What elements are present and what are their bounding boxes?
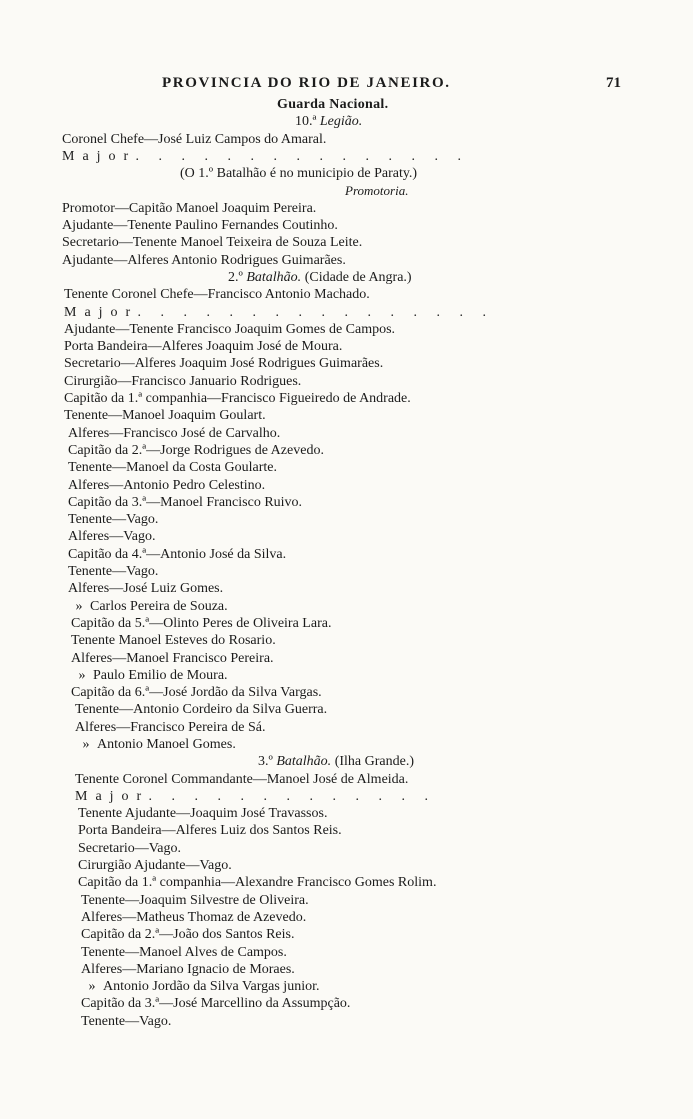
line-text: Guarda Nacional. xyxy=(277,97,389,112)
text-line xyxy=(0,650,693,667)
line-text: Tenente—Vago. xyxy=(68,512,159,528)
line-text: Capitão da 1.ª companhia—Alexandre Francisco Gomes Rolim. xyxy=(78,875,437,891)
ditto-mark: » xyxy=(82,736,90,752)
ditto-mark: » xyxy=(88,979,96,995)
line-text: 10.ª xyxy=(295,114,320,130)
line-text: Capitão da 4.ª—Antonio José da Silva. xyxy=(68,546,287,562)
text-line xyxy=(0,615,693,632)
text-line xyxy=(0,407,693,424)
text-line xyxy=(0,286,693,303)
line-text: 3.º xyxy=(258,754,277,770)
line-text: Antonio Manoel Gomes. xyxy=(97,736,236,752)
ditto-mark: » xyxy=(75,598,83,614)
line-text: (O 1.º Batalhão é no municipio de Paraty.) xyxy=(180,166,418,182)
line-text: Tenente Ajudante—Joaquim José Travassos. xyxy=(78,806,328,822)
line-text: Alferes—Manoel Francisco Pereira. xyxy=(71,650,274,666)
text-line xyxy=(0,131,693,148)
line-text: Tenente—Vago. xyxy=(68,564,159,580)
text-line xyxy=(0,961,693,978)
text-line xyxy=(0,632,693,649)
text-line xyxy=(0,684,693,701)
text-line xyxy=(0,546,693,563)
text-line xyxy=(0,200,693,217)
text-line xyxy=(0,321,693,338)
line-text: Ajudante—Tenente Paulino Fernandes Coutinho. xyxy=(62,218,338,234)
italic-heading: Batalhão. xyxy=(246,269,302,285)
text-line xyxy=(0,926,693,943)
line-text: Promotor—Capitão Manoel Joaquim Pereira. xyxy=(62,200,317,216)
text-line xyxy=(0,494,693,511)
text-line xyxy=(0,96,693,113)
running-title: PROVINCIA DO RIO DE JANEIRO. xyxy=(162,75,451,91)
text-line xyxy=(0,355,693,372)
line-text: Major. . . . . . . . . . . . . . . . xyxy=(64,304,494,320)
text-line xyxy=(0,511,693,528)
italic-heading: Promotoria. xyxy=(345,183,409,199)
text-line xyxy=(0,805,693,822)
line-text: Tenente—Joaquim Silvestre de Oliveira. xyxy=(81,892,309,908)
line-text: Alferes—Francisco Pereira de Sá. xyxy=(75,719,266,735)
text-line xyxy=(0,252,693,269)
text-line xyxy=(0,165,693,182)
line-text: Major. . . . . . . . . . . . . xyxy=(75,788,436,804)
text-line xyxy=(0,857,693,874)
text-line xyxy=(0,874,693,891)
line-text: Alferes—Vago. xyxy=(68,529,156,545)
text-line xyxy=(0,892,693,909)
text-line xyxy=(0,269,693,286)
line-text: Cirurgião—Francisco Januario Rodrigues. xyxy=(64,373,302,389)
text-line xyxy=(0,563,693,580)
text-line xyxy=(0,753,693,770)
text-line xyxy=(0,771,693,788)
text-line xyxy=(0,995,693,1012)
line-text: Cirurgião Ajudante—Vago. xyxy=(78,858,232,874)
line-text: Secretario—Vago. xyxy=(78,840,182,856)
text-line xyxy=(0,944,693,961)
line-text: Ajudante—Alferes Antonio Rodrigues Guimarães. xyxy=(62,252,346,268)
text-line xyxy=(0,1013,693,1030)
italic-heading: Batalhão. xyxy=(276,754,332,770)
text-line xyxy=(0,840,693,857)
line-text: Tenente—Manoel Alves de Campos. xyxy=(81,944,287,960)
text-line xyxy=(0,788,693,805)
line-text: Porta Bandeira—Alferes Joaquim José de Moura. xyxy=(64,339,343,355)
text-line xyxy=(0,338,693,355)
text-line xyxy=(0,909,693,926)
text-line xyxy=(0,148,693,165)
text-line xyxy=(0,182,693,199)
text-line xyxy=(0,234,693,251)
text-line xyxy=(0,113,693,130)
line-text: Carlos Pereira de Souza. xyxy=(90,598,228,614)
line-text: Alferes—Francisco José de Carvalho. xyxy=(68,425,281,441)
text-line xyxy=(0,477,693,494)
text-line xyxy=(0,736,693,753)
line-text: Capitão da 2.ª—João dos Santos Reis. xyxy=(81,927,295,943)
line-text: Capitão da 1.ª companhia—Francisco Figueiredo de Andrade. xyxy=(64,391,411,407)
text-line xyxy=(0,528,693,545)
text-line xyxy=(0,442,693,459)
italic-heading: Legião. xyxy=(319,114,363,130)
page-header xyxy=(0,75,693,95)
text-line xyxy=(0,425,693,442)
text-line xyxy=(0,719,693,736)
text-line xyxy=(0,667,693,684)
text-line xyxy=(0,373,693,390)
line-text: Capitão da 2.ª—Jorge Rodrigues de Azevedo. xyxy=(68,442,324,458)
ditto-mark: » xyxy=(78,667,86,683)
line-text: Tenente—Antonio Cordeiro da Silva Guerra. xyxy=(75,702,328,718)
text-line xyxy=(0,822,693,839)
text-line xyxy=(0,580,693,597)
text-line xyxy=(0,390,693,407)
line-text: Capitão da 3.ª—José Marcellino da Assumpção. xyxy=(81,996,351,1012)
text-line xyxy=(0,217,693,234)
line-text: Major. . . . . . . . . . . . . . . xyxy=(62,148,469,164)
line-text: Alferes—Matheus Thomaz de Azevedo. xyxy=(81,909,307,925)
line-text: Secretario—Tenente Manoel Teixeira de Souza Leite. xyxy=(62,235,363,251)
line-text: Coronel Chefe—José Luiz Campos do Amaral. xyxy=(62,131,327,147)
line-text: (Cidade de Angra.) xyxy=(301,269,412,285)
line-text: Antonio Jordão da Silva Vargas junior. xyxy=(103,979,320,995)
line-text: Tenente—Manoel da Costa Goularte. xyxy=(68,460,277,476)
text-line xyxy=(0,598,693,615)
line-text: Capitão da 5.ª—Olinto Peres de Oliveira Lara. xyxy=(71,615,332,631)
text-line xyxy=(0,978,693,995)
text-line xyxy=(0,459,693,476)
line-text: Capitão da 3.ª—Manoel Francisco Ruivo. xyxy=(68,494,303,510)
page-number: 71 xyxy=(606,75,621,91)
line-text: Porta Bandeira—Alferes Luiz dos Santos Reis. xyxy=(78,823,342,839)
line-text: Alferes—Mariano Ignacio de Moraes. xyxy=(81,961,295,977)
line-text: (Ilha Grande.) xyxy=(331,754,414,770)
line-text: Paulo Emilio de Moura. xyxy=(93,667,228,683)
line-text: Tenente Coronel Chefe—Francisco Antonio Machado. xyxy=(64,287,370,303)
document-body xyxy=(0,96,693,1030)
line-text: Tenente—Vago. xyxy=(81,1013,172,1029)
line-text: Tenente—Manoel Joaquim Goulart. xyxy=(64,408,266,424)
line-text: 2.º xyxy=(228,269,247,285)
line-text: Secretario—Alferes Joaquim José Rodrigues Guimarães. xyxy=(64,356,384,372)
text-line xyxy=(0,304,693,321)
line-text: Alferes—Antonio Pedro Celestino. xyxy=(68,477,266,493)
line-text: Tenente Manoel Esteves do Rosario. xyxy=(71,633,276,649)
line-text: Capitão da 6.ª—José Jordão da Silva Vargas. xyxy=(71,685,322,701)
line-text: Alferes—José Luiz Gomes. xyxy=(68,581,224,597)
line-text: Tenente Coronel Commandante—Manoel José de Almeida. xyxy=(75,771,409,787)
line-text: Ajudante—Tenente Francisco Joaquim Gomes de Campos. xyxy=(64,321,396,337)
text-line xyxy=(0,701,693,718)
